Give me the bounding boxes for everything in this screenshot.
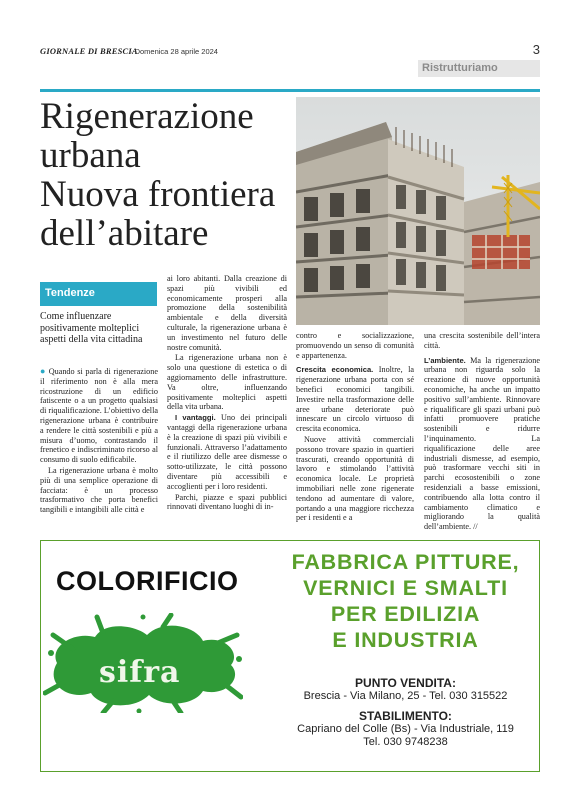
paragraph-lead: L’ambiente.	[424, 355, 466, 365]
paragraph	[424, 356, 540, 532]
paragraph	[40, 367, 158, 465]
end-mark: //	[471, 522, 478, 532]
headline-line: Rigenerazione	[40, 96, 254, 137]
paragraph-lead: Crescita economica.	[296, 365, 374, 375]
headline-line: urbana	[40, 135, 141, 176]
paragraph: ai loro abitanti. Dalla creazione di spazi più vivibili ed economicamente prosperi alla promozione della sostenibilità ambientale e della diversità culturale, la rigenerazione urbana è un investimento nel futuro delle nostre comunità.	[167, 274, 287, 352]
paragraph	[296, 365, 414, 434]
paragraph: Parchi, piazze e spazi pubblici rinnovati diventano luoghi di in-	[167, 492, 287, 512]
paragraph-text: Inoltre, la rigenerazione urbana porta con sé benefici economici tangibili. Investire nella trasformazione delle aree urbane deteriorate può innescare un circolo virtuoso di crescita economica.	[296, 365, 414, 434]
masthead	[40, 42, 540, 58]
paragraph: una crescita sostenibile dell’intera città.	[424, 331, 540, 350]
tag-label: Tendenze	[40, 282, 157, 306]
plant-phone: Tel. 030 9748238	[363, 736, 448, 748]
section-label: Ristrutturiamo	[418, 60, 540, 77]
paragraph-text: Ma la rigenerazione urbana non riguarda solo la creazione di nuove opportunità economiche, ha anche un impatto positivo sull’ambiente. Rinnovare e riqualificare gli spazi urbani può infatti promuovere pratiche sostenibili e ridurre l’inquinamento. La riqualificazione delle aree industriali dismesse, ad esempio, può trasformare vecchi siti in parchi ecosostenibili o zone residenziali a basse emissioni, contribuendo alla lotta contro il cambiamento climatico e migliorando la qualità dell’ambiente.	[424, 355, 540, 532]
issue-date: · Domenica 28 aprile 2024	[130, 47, 218, 56]
paragraph: La rigenerazione urbana è molto più di una semplice operazione di facciata: è un processo trasformativo che porta benefici tangibili e intangibili alle città e	[40, 465, 158, 515]
article-column-1	[40, 367, 158, 515]
advertisement	[40, 540, 540, 772]
article-column-2	[167, 274, 287, 512]
paragraph-lead: I vantaggi.	[175, 413, 216, 423]
paragraph-text: Uno dei principali vantaggi della rigenerazione urbana è la creazione di spazi più vivibili e funzionali. Attraverso l’adattamento e il riutilizzo delle aree dismesse o sotto-utilizzate, le città possono diventare più accessibili e accoglienti per i loro residenti.	[167, 413, 287, 491]
paragraph: contro e socializzazione, promuovendo un senso di comunità e appartenenza.	[296, 331, 414, 360]
page-number: 3	[532, 42, 540, 57]
paragraph: Nuove attività commerciali possono trovare spazio in quartieri trascurati, creando opportunità di lavoro e stimolando l’attività economica locale. Le proprietà immobiliari nelle zone rigenerate tendono ad aumentare di valore, portando a una maggiore ricchezza per i residenti e a	[296, 434, 414, 523]
store-label: PUNTO VENDITA:	[355, 676, 456, 690]
ad-logo-text: sifra	[99, 655, 181, 690]
paragraph-text: Quando si parla di rigenerazione il riferimento non è alla mera ricostruzione di un edificio fatiscente o a un progetto qualsiasi di riqualificazione. L’obiettivo della rigenerazione urbana è contribuire a rendere le città sostenibili e più a misura d’uomo, contrastando il frenetico e indiscriminato ricorso al consumo di suolo edificabile.	[40, 367, 158, 465]
construction-illustration	[296, 97, 540, 325]
ad-slogan	[273, 549, 538, 653]
slogan-line: PER EDILIZIA	[330, 602, 481, 626]
article-column-4	[424, 331, 540, 532]
headline-line: Nuova frontiera	[40, 174, 276, 215]
section-rule	[40, 89, 540, 92]
ad-brand: COLORIFICIO	[56, 566, 239, 596]
store-address: Brescia - Via Milano, 25 - Tel. 030 315522	[303, 690, 508, 702]
newspaper-name: GIORNALE DI BRESCIA	[40, 46, 138, 56]
slogan-line: E INDUSTRIA	[332, 628, 479, 652]
bullet-icon: ●	[40, 366, 47, 376]
ad-contact-info	[273, 676, 538, 749]
article-deck: Come influenzare positivamente molteplici aspetti della vita cittadina	[40, 311, 143, 345]
article-column-3	[296, 331, 414, 523]
construction-photo	[296, 97, 540, 325]
headline-line: dell’abitare	[40, 213, 209, 254]
paragraph	[167, 413, 287, 491]
slogan-line: VERNICI E SMALTI	[303, 576, 508, 600]
paragraph: La rigenerazione urbana non è solo una questione di estetica o di aggiornamento delle infrastrutture. Va oltre, influenzando positivamente molteplici aspetti della vita urbana.	[167, 353, 287, 412]
plant-address: Capriano del Colle (Bs) - Via Industriale, 119	[297, 723, 514, 735]
plant-label: STABILIMENTO:	[359, 709, 452, 723]
headline	[40, 97, 290, 253]
slogan-line: FABBRICA PITTURE,	[291, 550, 520, 574]
